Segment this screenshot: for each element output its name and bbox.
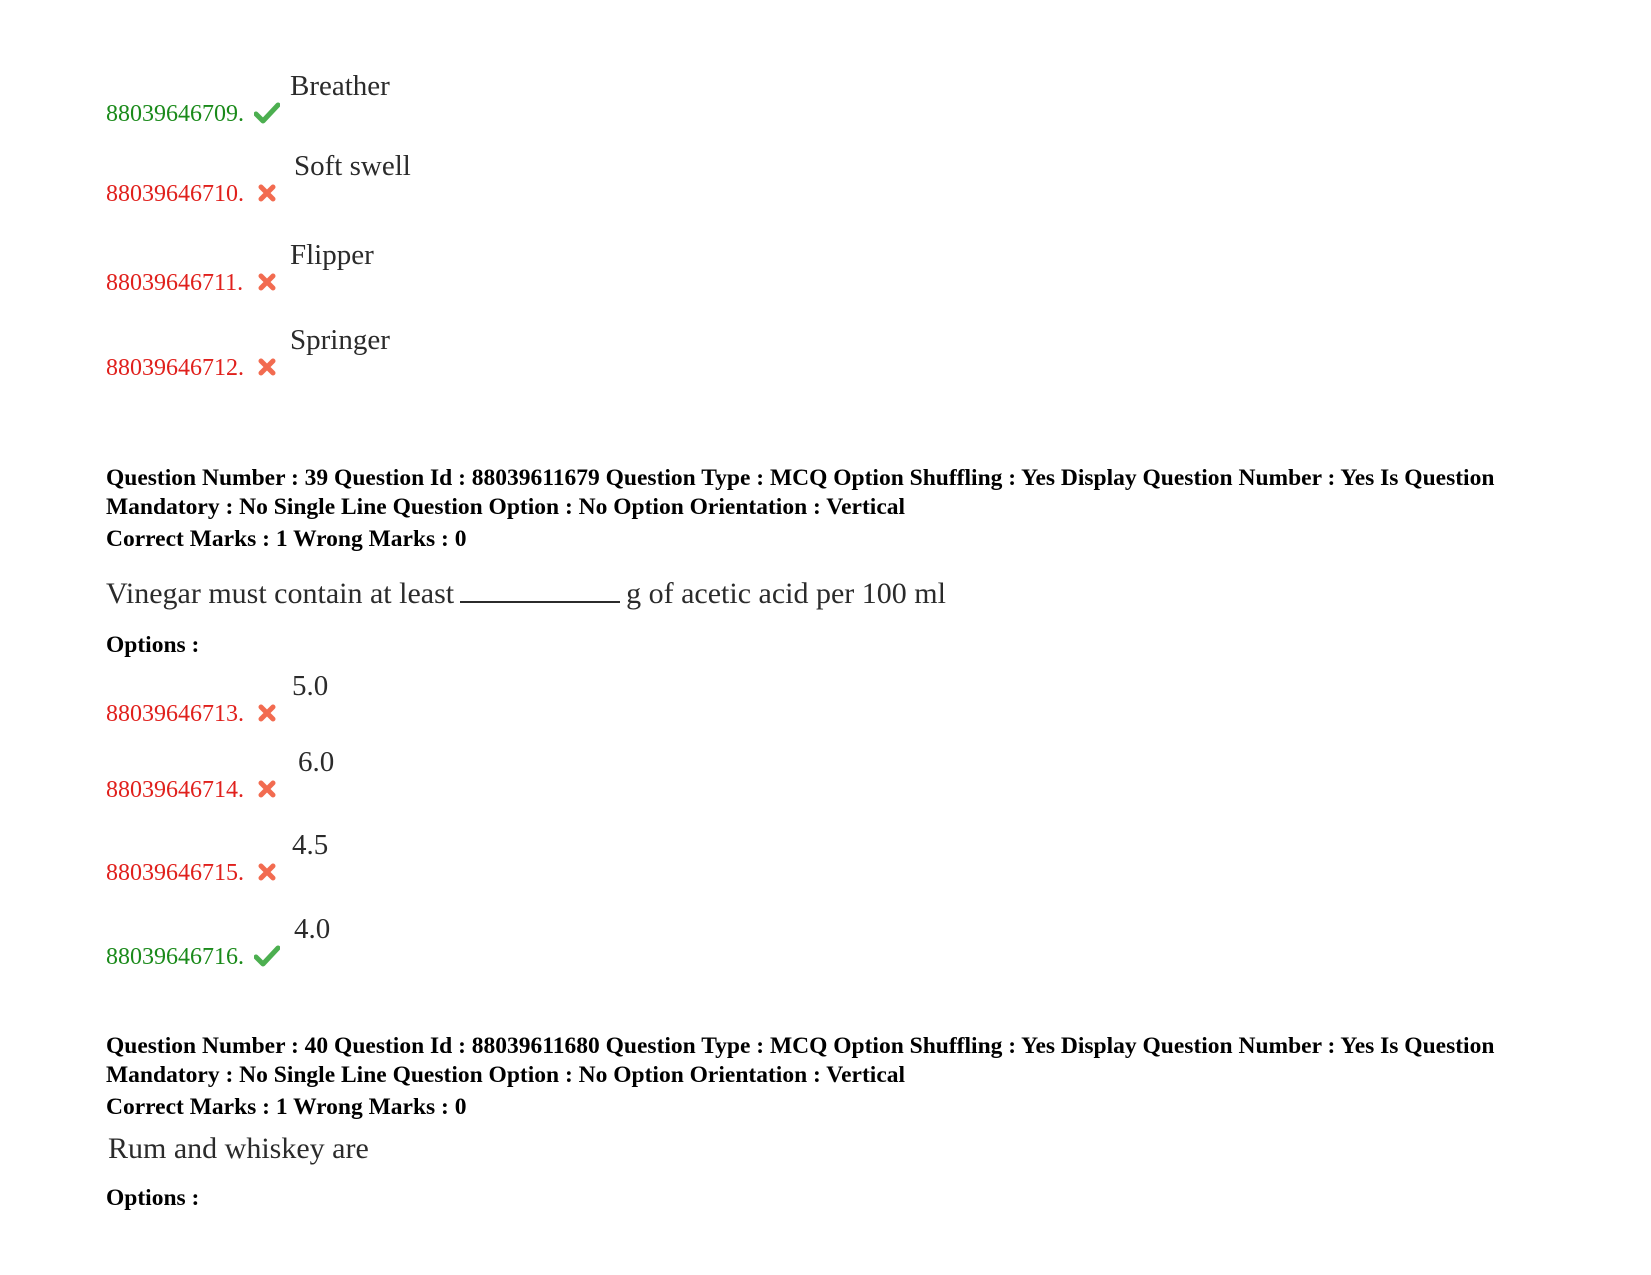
- option-id: 88039646712.: [106, 355, 244, 381]
- option-text: 5.0: [292, 670, 329, 702]
- cross-icon: [254, 271, 280, 293]
- check-icon: [254, 945, 280, 967]
- cross-icon: [254, 702, 280, 724]
- question-header: Question Number : 39 Question Id : 88039611679 Question Type : MCQ Option Shuffling : Yes Display Question Number : Yes Is Question Mandatory : No Single Line Question Option : No Option Orientation : Vertical: [106, 465, 1495, 520]
- option-row: [106, 68, 706, 128]
- cross-icon: [254, 778, 280, 800]
- question-text-before: Vinegar must contain at least: [106, 577, 455, 610]
- cross-icon: [254, 861, 280, 883]
- option-row: [106, 911, 706, 971]
- check-icon: [254, 102, 280, 124]
- option-id: 88039646710.: [106, 181, 244, 207]
- option-id: 88039646713.: [106, 701, 244, 727]
- cross-icon: [254, 182, 280, 204]
- question-header: Question Number : 40 Question Id : 88039611680 Question Type : MCQ Option Shuffling : Yes Display Question Number : Yes Is Question Mandatory : No Single Line Question Option : No Option Orientation : Vertical: [106, 1033, 1495, 1088]
- option-row: [106, 237, 706, 297]
- option-id: 88039646714.: [106, 777, 244, 803]
- answer-blank: [460, 575, 620, 603]
- options-label: Options :: [106, 632, 200, 658]
- option-id: 88039646711.: [106, 270, 244, 296]
- option-text: 6.0: [298, 746, 335, 778]
- question-marks: Correct Marks : 1 Wrong Marks : 0: [106, 526, 467, 552]
- option-row: [106, 668, 706, 728]
- option-text: 4.5: [292, 829, 329, 861]
- question-text-after: g of acetic acid per 100 ml: [626, 577, 946, 610]
- option-id: 88039646709.: [106, 101, 244, 127]
- option-id: 88039646716.: [106, 944, 244, 970]
- option-row: [106, 827, 706, 887]
- option-row: [106, 744, 706, 804]
- option-row: [106, 322, 706, 382]
- option-text: Flipper: [290, 239, 374, 271]
- option-text: Springer: [290, 324, 390, 356]
- options-label: Options :: [106, 1185, 200, 1211]
- question-marks: Correct Marks : 1 Wrong Marks : 0: [106, 1094, 467, 1120]
- option-text: 4.0: [294, 913, 331, 945]
- option-text: Breather: [290, 70, 390, 102]
- option-text: Soft swell: [294, 150, 411, 182]
- question-text: Rum and whiskey are: [108, 1132, 369, 1165]
- option-id: 88039646715.: [106, 860, 244, 886]
- cross-icon: [254, 356, 280, 378]
- question-text: [106, 575, 946, 612]
- option-row: [106, 148, 706, 208]
